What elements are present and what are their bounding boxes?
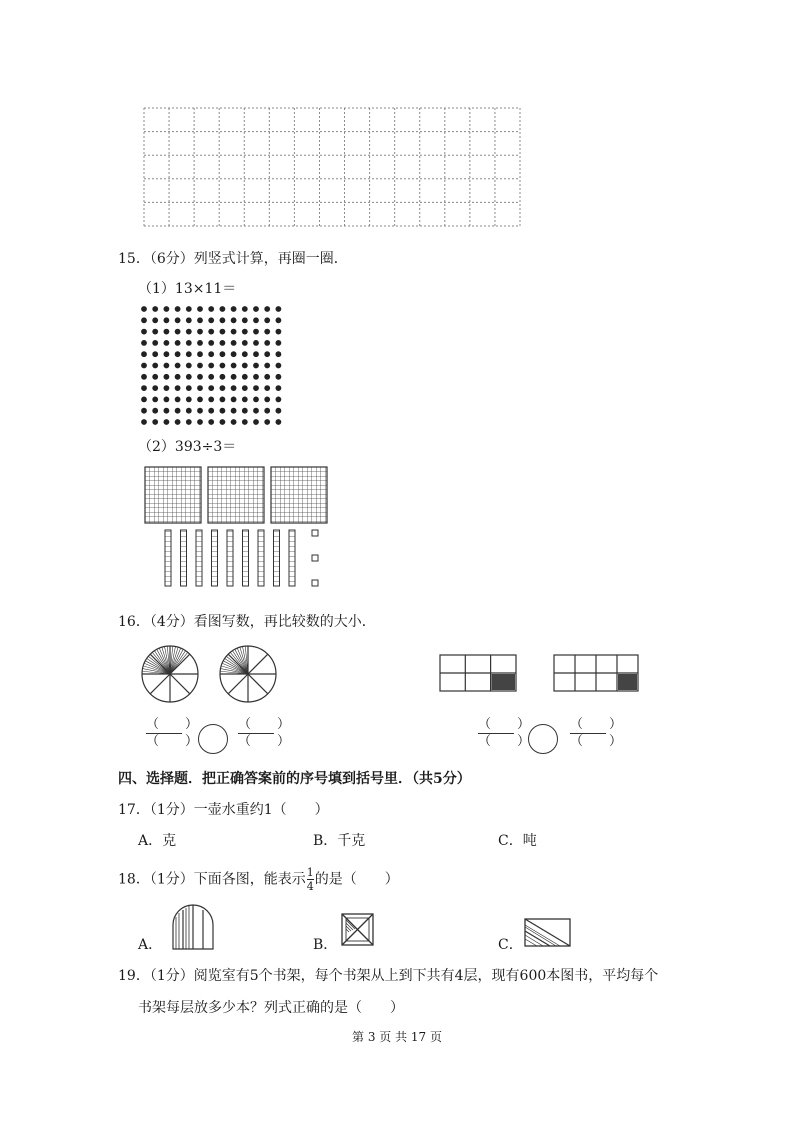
dot [276, 385, 282, 391]
dot [164, 374, 170, 380]
dot [242, 329, 248, 335]
dot [276, 374, 282, 380]
dot [208, 374, 214, 380]
rect-fractions [438, 652, 668, 697]
dot [253, 340, 259, 346]
dot [242, 385, 248, 391]
compare-circle-right[interactable] [528, 724, 558, 754]
section-4-heading: 四、选择题．把正确答案前的序号填到括号里．（共5分） [118, 771, 471, 787]
dot [164, 385, 170, 391]
dot [242, 306, 248, 312]
question-18-option-a[interactable]: A． [138, 937, 163, 953]
dot [220, 374, 226, 380]
dot [186, 408, 192, 414]
dot [164, 329, 170, 335]
dot [152, 306, 158, 312]
dot [186, 317, 192, 323]
dot [152, 397, 158, 403]
dot [152, 419, 158, 425]
dot [197, 385, 203, 391]
dot [264, 329, 270, 335]
dot [220, 306, 226, 312]
answer-fraction-right-2[interactable] [570, 717, 623, 750]
question-18-prefix: 18．（1分）下面各图，能表示 [118, 871, 306, 888]
dot [141, 329, 147, 335]
question-15-part2: （2）393÷3＝ [138, 439, 237, 455]
dot [253, 317, 259, 323]
ten-rod [212, 530, 218, 586]
dot [242, 408, 248, 414]
question-17-option-c[interactable]: C．吨 [498, 833, 537, 849]
dot [186, 374, 192, 380]
dot [164, 419, 170, 425]
dot [220, 329, 226, 335]
dot [175, 317, 181, 323]
dot [253, 329, 259, 335]
dot [276, 351, 282, 357]
question-17-option-a[interactable]: A．克 [138, 833, 177, 849]
option-b-square-figure[interactable] [340, 912, 376, 948]
denominator-blank[interactable]: （ ） [146, 734, 199, 749]
dot [253, 351, 259, 357]
dot [164, 397, 170, 403]
dot [276, 340, 282, 346]
dot [276, 329, 282, 335]
dot [264, 408, 270, 414]
dot [164, 317, 170, 323]
dot [197, 363, 203, 369]
dot [276, 397, 282, 403]
ten-rod [165, 530, 171, 586]
dot [197, 419, 203, 425]
dot [186, 385, 192, 391]
question-18-suffix: 的是（ ） [314, 871, 399, 888]
dot [208, 419, 214, 425]
dot [208, 397, 214, 403]
hundreds-blocks [145, 467, 327, 523]
question-15-title: 15．（6分）列竖式计算，再圈一圈． [118, 251, 348, 267]
ten-rod [258, 530, 264, 586]
dot [186, 340, 192, 346]
dot [231, 374, 237, 380]
dot [186, 306, 192, 312]
dot [175, 340, 181, 346]
answer-fraction-left-2[interactable] [238, 717, 291, 750]
dot [253, 385, 259, 391]
dot [276, 419, 282, 425]
dot [152, 374, 158, 380]
dot [264, 317, 270, 323]
dot [264, 306, 270, 312]
dot [208, 317, 214, 323]
denominator-blank[interactable]: （ ） [238, 734, 291, 749]
dot [141, 351, 147, 357]
dot [152, 317, 158, 323]
dot [175, 397, 181, 403]
option-a-arch-figure[interactable] [170, 903, 218, 953]
dot [220, 419, 226, 425]
dot [231, 317, 237, 323]
dot [231, 419, 237, 425]
dot [208, 385, 214, 391]
dot [197, 340, 203, 346]
dot [220, 340, 226, 346]
denominator-blank[interactable]: （ ） [478, 734, 531, 749]
dot [253, 397, 259, 403]
dot [164, 363, 170, 369]
dot [186, 329, 192, 335]
dot [276, 408, 282, 414]
dot [152, 408, 158, 414]
dot [242, 317, 248, 323]
dot [208, 408, 214, 414]
option-c-rect-figure[interactable] [523, 917, 573, 949]
dot [253, 408, 259, 414]
dot [141, 385, 147, 391]
ten-rod [243, 530, 249, 586]
dot [264, 363, 270, 369]
dot [242, 419, 248, 425]
dot [186, 397, 192, 403]
dot [164, 351, 170, 357]
base-ten-blocks [145, 467, 335, 592]
dot [175, 408, 181, 414]
dot [208, 363, 214, 369]
dot [141, 306, 147, 312]
dot [175, 385, 181, 391]
dot [141, 397, 147, 403]
dot [141, 340, 147, 346]
dot [231, 397, 237, 403]
dot [231, 351, 237, 357]
dot [152, 329, 158, 335]
fraction-one-quarter: $\frac{1}{4}$ [306, 866, 314, 893]
dot [186, 351, 192, 357]
dot [175, 363, 181, 369]
ten-rod [274, 530, 280, 586]
question-17-option-b[interactable]: B．千克 [313, 833, 366, 849]
dot [253, 306, 259, 312]
circle-fractions [140, 642, 345, 712]
dot-array [140, 305, 290, 430]
dotted-grid [143, 107, 521, 227]
dot [242, 374, 248, 380]
dot [164, 340, 170, 346]
dot [220, 317, 226, 323]
question-16-title: 16．（4分）看图写数，再比较数的大小． [118, 614, 376, 630]
dot [197, 317, 203, 323]
dot [175, 374, 181, 380]
dot [220, 351, 226, 357]
question-15-part1: （1）13×11＝ [138, 281, 237, 297]
dot [231, 340, 237, 346]
ten-rod [289, 530, 295, 586]
dot [264, 419, 270, 425]
ten-rod [196, 530, 202, 586]
dot [264, 351, 270, 357]
dot [152, 351, 158, 357]
ten-rod [181, 530, 187, 586]
dot [208, 351, 214, 357]
dot [186, 419, 192, 425]
dot [242, 363, 248, 369]
numerator-blank[interactable]: （ ） [238, 717, 291, 732]
dot [152, 385, 158, 391]
dot [231, 363, 237, 369]
dot [175, 351, 181, 357]
dot [141, 363, 147, 369]
dot [152, 340, 158, 346]
page-footer: 第 3 页 共 17 页 [352, 1030, 442, 1044]
denominator-blank[interactable]: （ ） [570, 734, 623, 749]
numerator-blank[interactable]: （ ） [570, 717, 623, 732]
dot [253, 419, 259, 425]
dot [197, 351, 203, 357]
dot [186, 363, 192, 369]
dot [220, 363, 226, 369]
dot [175, 306, 181, 312]
dot [197, 408, 203, 414]
dot [164, 306, 170, 312]
dot [264, 397, 270, 403]
dot [264, 374, 270, 380]
question-19-line2: 书架每层放多少本？列式正确的是（ ） [138, 1000, 404, 1016]
ten-rod [227, 530, 233, 586]
dot [197, 306, 203, 312]
dot [141, 317, 147, 323]
compare-circle-left[interactable] [198, 724, 228, 754]
answer-fraction-left-1[interactable] [146, 717, 199, 750]
dot [231, 408, 237, 414]
dot [276, 363, 282, 369]
dot [231, 329, 237, 335]
unit-cubes [312, 530, 318, 586]
dot [208, 329, 214, 335]
dot [208, 340, 214, 346]
dot [164, 408, 170, 414]
dot [276, 306, 282, 312]
answer-fraction-right-1[interactable] [478, 717, 531, 750]
dot [276, 317, 282, 323]
dot [264, 385, 270, 391]
dot [152, 363, 158, 369]
dot [220, 385, 226, 391]
numerator-blank[interactable]: （ ） [478, 717, 531, 732]
dot [197, 397, 203, 403]
dot [175, 329, 181, 335]
numerator-blank[interactable]: （ ） [146, 717, 199, 732]
dot [253, 374, 259, 380]
dot [242, 340, 248, 346]
dot [208, 306, 214, 312]
question-17-title: 17．（1分）一壶水重约1（ ） [118, 802, 329, 818]
dot [220, 397, 226, 403]
question-18-option-c[interactable]: C． [498, 937, 523, 953]
dot [231, 385, 237, 391]
dot [220, 408, 226, 414]
dot [242, 397, 248, 403]
question-18-option-b[interactable]: B． [313, 937, 338, 953]
dot [141, 419, 147, 425]
question-18-title [118, 867, 399, 892]
dot [197, 329, 203, 335]
dot [141, 374, 147, 380]
dot [253, 363, 259, 369]
dot [197, 374, 203, 380]
dot [175, 419, 181, 425]
dot [264, 340, 270, 346]
dot [141, 408, 147, 414]
dot [242, 351, 248, 357]
question-19-line1: 19．（1分）阅览室有5个书架，每个书架从上到下共有4层，现有600本图书，平均每个 [118, 968, 659, 984]
dot [231, 306, 237, 312]
